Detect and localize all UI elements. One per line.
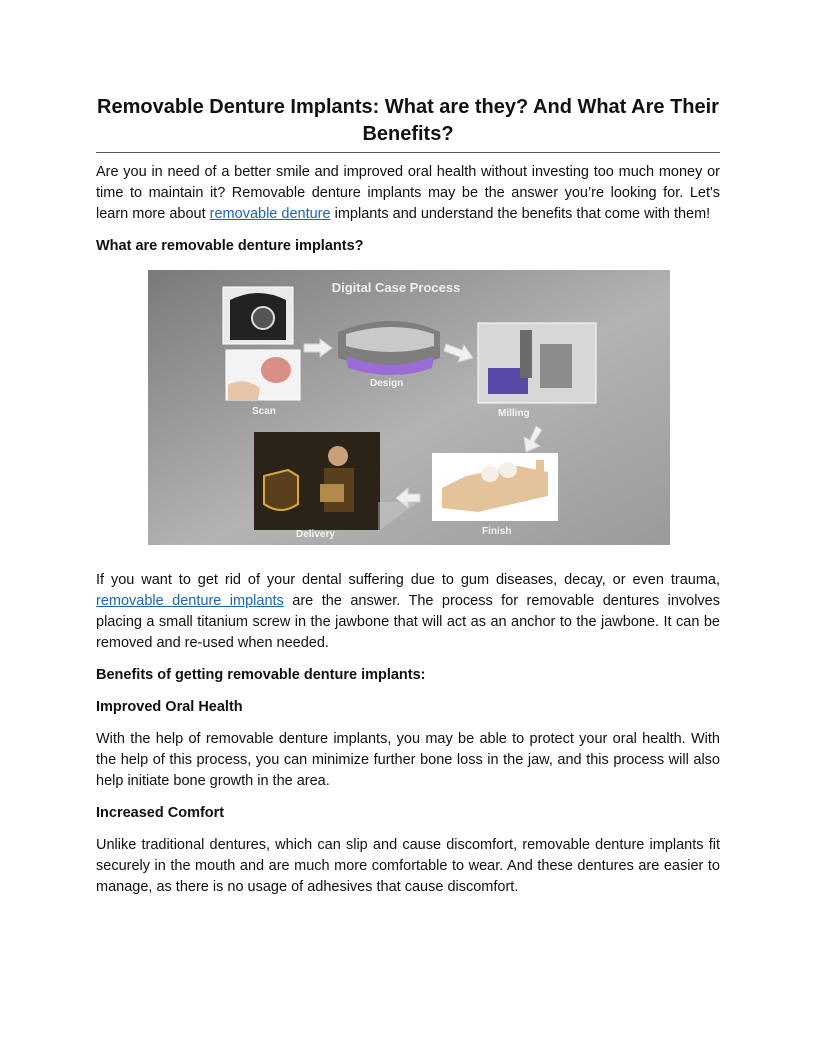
benefit-title-comfort: Increased Comfort (96, 805, 225, 821)
removable-denture-link[interactable]: removable denture (209, 206, 331, 222)
removable-denture-implants-link[interactable]: removable denture implants (96, 593, 284, 609)
digital-case-process-diagram (148, 270, 670, 545)
heading-what-are: What are removable denture implants? (96, 238, 364, 254)
intro-text-after: implants and understand the benefits that come with them! (330, 206, 711, 222)
scan-hands-image (226, 350, 300, 400)
milling-image (478, 323, 596, 403)
para2-text-after: are the answer. The process for removable dentures involves placing a small titanium screw in the jawbone that will act as an anchor to the jawbone. It can be removed and re-used when needed. (96, 593, 720, 651)
step-label-scan: Scan (252, 406, 276, 417)
diagram-title: Digital Case Process (331, 280, 461, 295)
what-paragraph (96, 570, 720, 654)
intro-paragraph (96, 162, 720, 225)
intro-text-before: Are you in need of a better smile and improved oral health without investing too much money or time to maintain it? Removable denture implants may be the answer you’re looking for. Let's learn more about (96, 164, 720, 222)
step-label-delivery: Delivery (296, 529, 335, 540)
document-page (96, 94, 720, 898)
step-label-finish: Finish (482, 526, 512, 537)
scanner-image (223, 287, 293, 344)
benefit-text-oral-health: With the help of removable denture implants, you may be able to protect your oral health. With the help of this process, you can minimize further bone loss in the jaw, and this process will also help initiate bone growth in the area. (96, 731, 720, 789)
benefit-text-comfort: Unlike traditional dentures, which can slip and cause discomfort, removable denture implants fit securely in the mouth and are much more comfortable to wear. And these dentures are easier to manage, as there is no usage of adhesives that cause discomfort. (96, 837, 720, 895)
design-image (338, 321, 440, 375)
para2-text-before: If you want to get rid of your dental suffering due to gum diseases, decay, or even trauma, (96, 572, 720, 588)
diagram-illustration (148, 270, 670, 545)
heading-benefits: Benefits of getting removable denture implants: (96, 667, 426, 683)
step-label-milling: Milling (498, 408, 530, 419)
delivery-image (254, 432, 380, 530)
page-title: Removable Denture Implants: What are they? And What Are Their Benefits? (96, 94, 720, 153)
benefit-title-oral-health: Improved Oral Health (96, 699, 243, 715)
finish-image (432, 453, 558, 521)
step-label-design: Design (370, 378, 404, 389)
